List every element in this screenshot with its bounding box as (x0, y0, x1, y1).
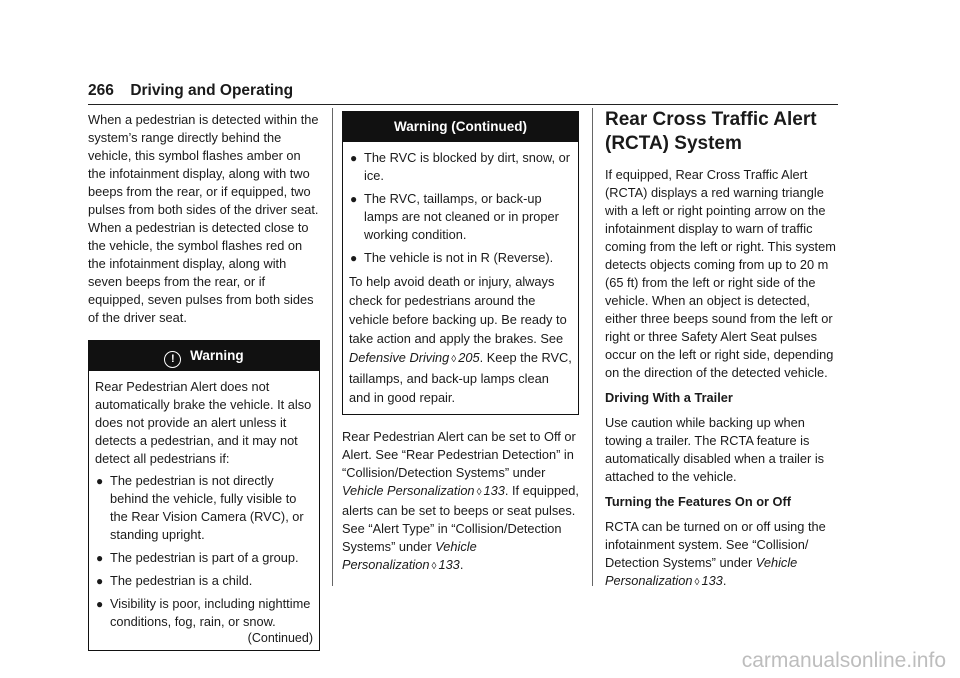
warning-continued-box (342, 111, 579, 415)
cross-reference: Vehicle Personalization (605, 555, 798, 588)
page-ref-arrow-icon: ◊ (451, 354, 457, 365)
cross-reference: Vehicle Personalization (342, 539, 477, 572)
column-3 (605, 111, 843, 599)
trailer-paragraph: Use caution while backing up when towing a trailer. The RCTA feature is automatically disabled when a trailer is attached to the vehicle. (605, 415, 825, 484)
warning-help-text (349, 272, 572, 407)
page-number: 266 (88, 82, 114, 99)
features-paragraph (605, 518, 843, 592)
warning-continued-body (343, 142, 578, 414)
list-item (95, 549, 313, 567)
section-title: Driving and Operating (130, 82, 294, 99)
warning-circle-icon: ! (164, 351, 181, 368)
page-header (88, 82, 838, 104)
bullet-icon: ● (96, 551, 104, 565)
help-text: To help avoid death or injury, always check for pedestrians around the vehicle before backing up. Be ready to take action and apply the brakes. See (349, 274, 567, 346)
header-rule (88, 104, 838, 105)
bullet-icon: ● (96, 474, 104, 488)
list-item (95, 572, 313, 590)
column-divider-1 (332, 108, 333, 586)
bullet-icon: ● (96, 597, 104, 611)
bullet-icon: ● (350, 251, 358, 265)
para-text: Rear Pedestrian Alert can be set to Off or Alert. See “Rear Pedestrian Detection” in “Collision/Detection Systems” under (342, 429, 576, 480)
list-item (95, 595, 313, 631)
intro-paragraph: When a pedestrian is detected within the system’s range directly behind the vehicle, this symbol flashes amber on the infotainment display, along with two beeps from the rear, or if equipped, two pulses from both sides of the driver seat. When a pedestrian is detected close to the vehicle, the symbol flashes red on the infotainment display, along with seven beeps from the rear, or if equipped, seven pulses from both sides of the driver seat. (88, 112, 319, 325)
subheading-features: Turning the Features On or Off (605, 494, 792, 509)
warning-text: Rear Pedestrian Alert does not automatically brake the vehicle. It also does not provide an alert unless it detects a pedestrian, and it may not detect all pedestrians if: (95, 379, 312, 466)
warning-bullets (95, 472, 313, 631)
page-ref-arrow-icon: ◊ (694, 577, 700, 588)
warning-box (88, 340, 320, 651)
para-text: . If equipped, alerts can be set to beeps or seat pulses. See “Alert Type” in “Collision/Detection Systems” under (342, 483, 579, 554)
bullet-text: The RVC is blocked by dirt, snow, or ice. (364, 150, 571, 183)
bullet-icon: ● (96, 574, 104, 588)
rcta-paragraph: If equipped, Rear Cross Traffic Alert (RCTA) displays a red warning triangle with a left or right pointing arrow on the infotainment display to warn of traffic coming from the left or right. This system detects objects coming from up to 20 m (65 ft) from the left or right side of the vehicle. When an object is detected, either three beeps sound from the left or right or three Safety Alert Seat pulses occur on the left or right side, depending on the direction of the detected vehicle. (605, 167, 836, 380)
warning-title: Warning (190, 348, 244, 363)
help-text-end: . Keep the RVC, taillamps, and back-up lamps clean and in good repair. (349, 350, 572, 405)
list-item (349, 190, 572, 244)
cross-reference: Vehicle Personalization (342, 483, 475, 498)
bullet-text: Visibility is poor, including nighttime conditions, fog, rain, or snow. (110, 596, 311, 629)
subheading-trailer: Driving With a Trailer (605, 390, 733, 405)
bullet-text: The RVC, taillamps, or back-up lamps are not cleaned or in proper working condition. (364, 191, 559, 242)
settings-paragraph (342, 428, 579, 576)
bullet-text: The pedestrian is part of a group. (110, 550, 299, 565)
watermark-link[interactable]: carmanualsonline.info (741, 649, 946, 672)
page-ref: 205 (458, 350, 480, 365)
bullet-text: The pedestrian is not directly behind the vehicle, fully visible to the Rear Vision Camera (RVC), or standing upright. (110, 473, 304, 542)
cross-reference: Defensive Driving (349, 350, 450, 365)
footer (0, 640, 960, 678)
page-ref: 133 (483, 483, 505, 498)
warning-body (89, 371, 319, 650)
column-divider-2 (592, 108, 593, 586)
list-item (95, 472, 313, 544)
bullet-text: The pedestrian is a child. (110, 573, 253, 588)
bullet-icon: ● (350, 151, 358, 165)
column-2 (342, 111, 579, 583)
warning-continued-header: Warning (Continued) (343, 112, 578, 142)
list-item (349, 149, 572, 185)
warning-header (89, 341, 319, 371)
bullet-text: The vehicle is not in R (Reverse). (364, 250, 554, 265)
rcta-heading: Rear Cross Traffic Alert (RCTA) System (605, 109, 817, 154)
column-1 (88, 111, 320, 651)
page-ref-arrow-icon: ◊ (476, 487, 482, 498)
bullet-icon: ● (350, 192, 358, 206)
page-ref: 133 (701, 573, 723, 588)
page-ref: 133 (438, 557, 460, 572)
para-text-end: . (722, 573, 727, 588)
para-text-end: . (459, 557, 464, 572)
list-item (349, 249, 572, 267)
page-ref-arrow-icon: ◊ (431, 561, 437, 572)
warning-bullets (349, 149, 572, 267)
continued-label: (Continued) (247, 631, 313, 645)
para-text: RCTA can be turned on or off using the infotainment system. See “Collision/ Detection Systems” under (605, 519, 826, 570)
